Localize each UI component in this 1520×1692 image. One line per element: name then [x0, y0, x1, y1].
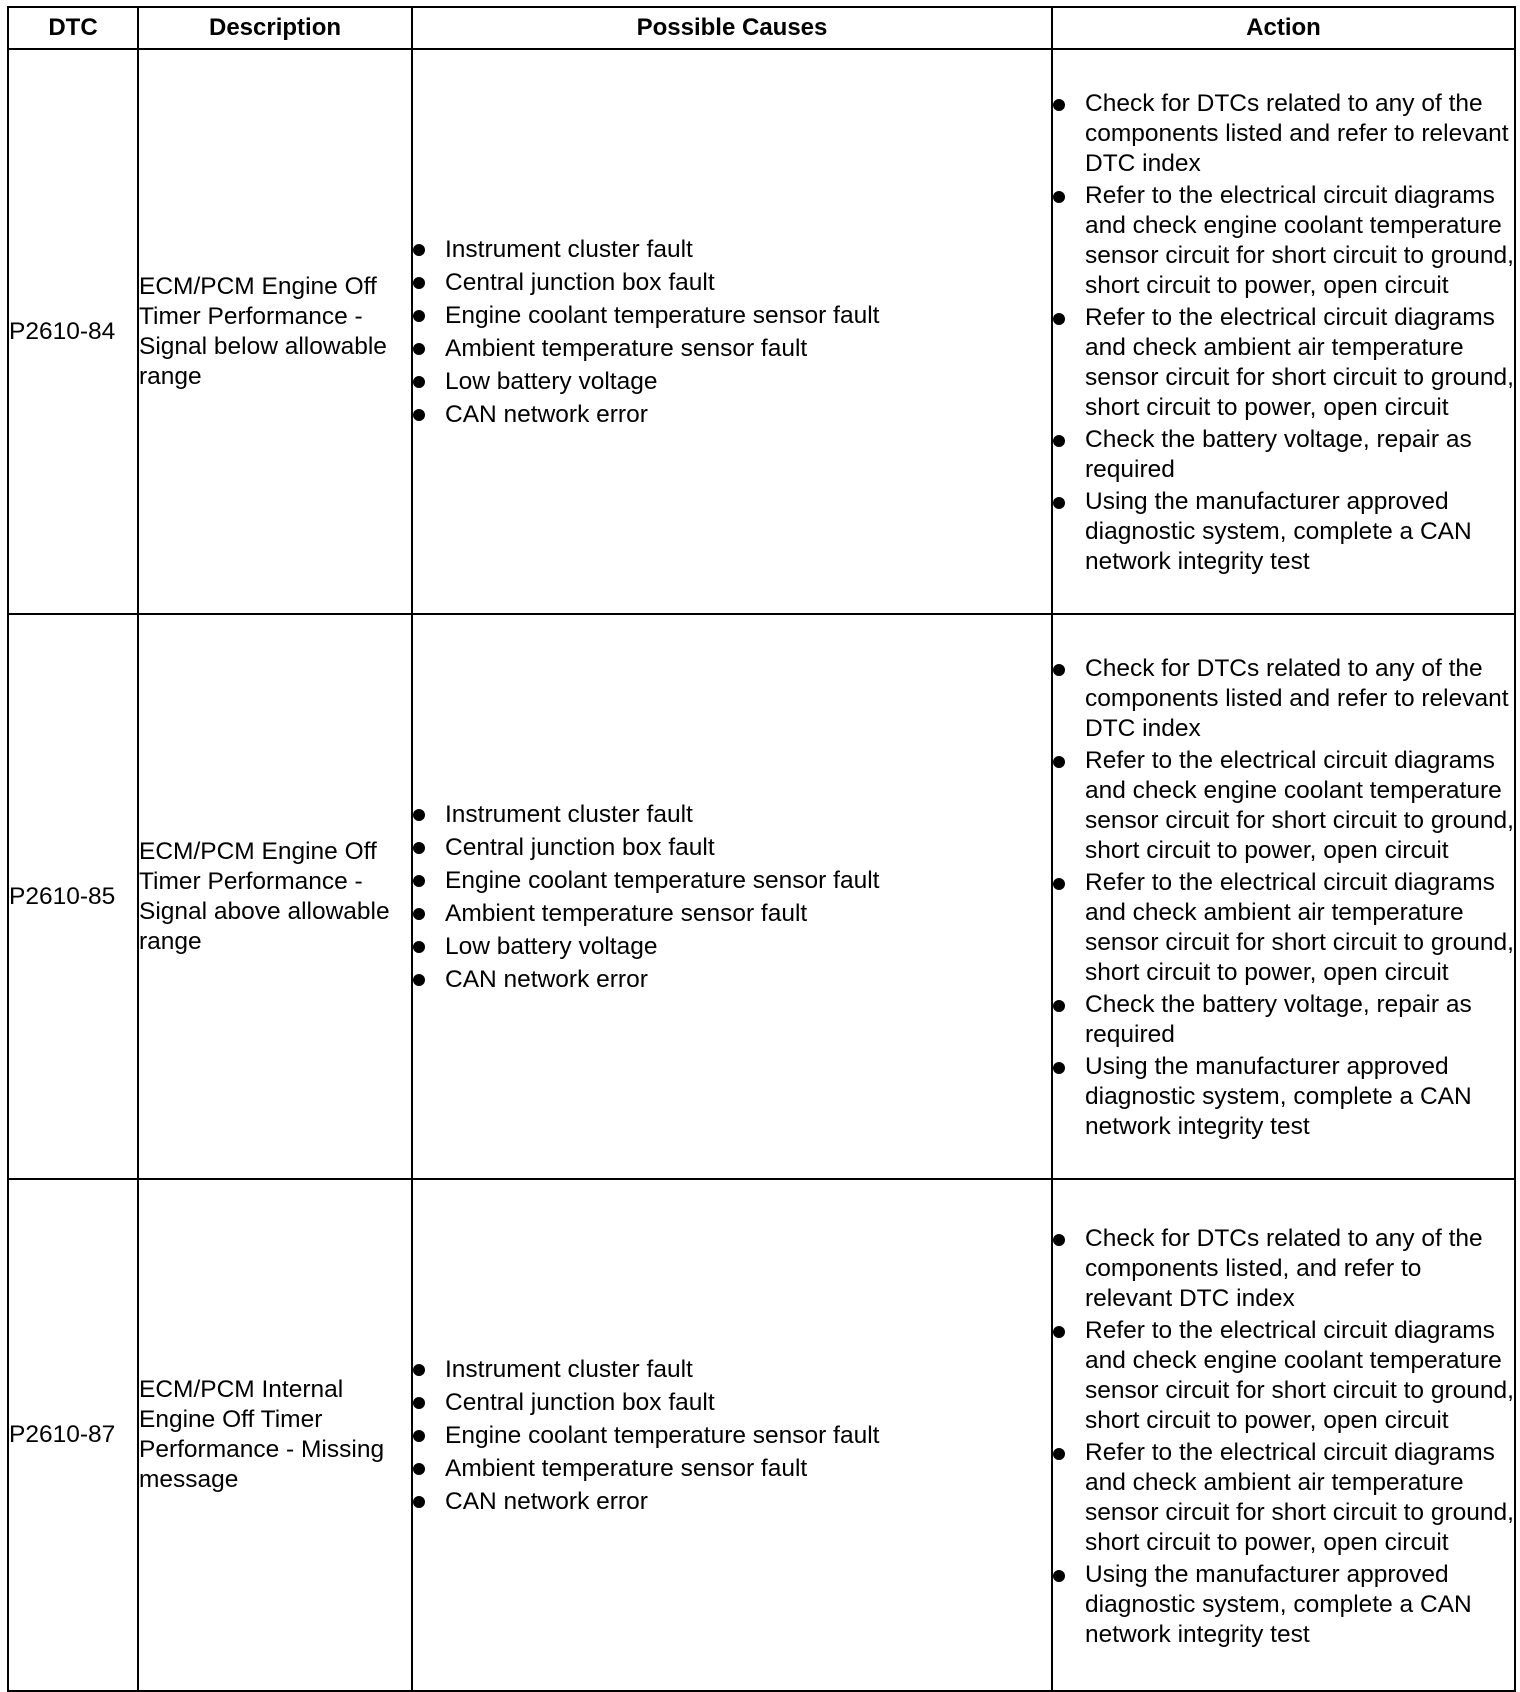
cause-item [413, 930, 1051, 963]
bullet-icon [1053, 497, 1065, 509]
cause-item [413, 398, 1051, 431]
action-list [1053, 84, 1514, 577]
cause-text: Central junction box fault [445, 268, 715, 296]
header-description: Description [138, 7, 412, 49]
cause-text: Low battery voltage [445, 367, 658, 395]
bullet-icon [1053, 191, 1065, 203]
bullet-icon [1053, 99, 1065, 111]
action-text: Using the manufacturer approved diagnostic system, complete a CAN network integrity test [1085, 488, 1472, 575]
bullet-icon [1053, 1448, 1065, 1460]
bullet-icon [1053, 664, 1065, 676]
bullet-icon [413, 842, 425, 854]
cause-item [413, 798, 1051, 831]
bullet-icon [1053, 1326, 1065, 1338]
action-text: Refer to the electrical circuit diagrams and check engine coolant temperature sensor circuit for short circuit to ground, short circuit to power, open circuit [1085, 1316, 1514, 1434]
action-text: Using the manufacturer approved diagnostic system, complete a CAN network integrity test [1085, 1560, 1472, 1648]
action-text: Check for DTCs related to any of the components listed and refer to relevant DTC index [1085, 90, 1509, 177]
action-text: Check for DTCs related to any of the components listed, and refer to relevant DTC index [1085, 1224, 1483, 1312]
cause-item [413, 1353, 1051, 1386]
action-item [1053, 990, 1514, 1050]
table-row [8, 1179, 1515, 1691]
action-cell [1052, 614, 1515, 1179]
cause-text: Ambient temperature sensor fault [445, 1454, 808, 1482]
cause-item [413, 963, 1051, 996]
bullet-icon [413, 941, 425, 953]
bullet-icon [1053, 313, 1065, 325]
cause-item [413, 365, 1051, 398]
bullet-icon [413, 974, 425, 986]
bullet-icon [1053, 756, 1065, 768]
cause-text: Instrument cluster fault [445, 1355, 693, 1383]
action-text: Refer to the electrical circuit diagrams and check engine coolant temperature sensor circuit for short circuit to ground, short circuit to power, open circuit [1085, 747, 1514, 864]
table-row [8, 49, 1515, 614]
action-item [1053, 1224, 1514, 1314]
action-item [1053, 746, 1514, 866]
cause-text: CAN network error [445, 400, 648, 428]
bullet-icon [1053, 1570, 1065, 1582]
cause-text: Ambient temperature sensor fault [445, 334, 808, 362]
bullet-icon [413, 277, 425, 289]
bullet-icon [413, 809, 425, 821]
cause-text: Engine coolant temperature sensor fault [445, 301, 880, 329]
possible-causes-list [413, 798, 1051, 996]
dtc-description: ECM/PCM Internal Engine Off Timer Performance - Missing message [138, 1179, 412, 1691]
possible-causes-cell [412, 1179, 1052, 1691]
possible-causes-list [413, 1353, 1051, 1518]
cause-text: Engine coolant temperature sensor fault [445, 1421, 880, 1449]
action-item [1053, 1316, 1514, 1436]
cause-text: Engine coolant temperature sensor fault [445, 866, 880, 894]
cause-item [413, 332, 1051, 365]
dtc-description: ECM/PCM Engine Off Timer Performance - Signal below allowable range [138, 49, 412, 614]
header-row [8, 7, 1515, 49]
action-item [1053, 303, 1514, 423]
cause-text: CAN network error [445, 1487, 648, 1515]
table-body [8, 49, 1515, 1691]
cause-text: Instrument cluster fault [445, 235, 693, 263]
cause-item [413, 1386, 1051, 1419]
bullet-icon [1053, 1234, 1065, 1246]
bullet-icon [1053, 1062, 1065, 1074]
bullet-icon [413, 409, 425, 421]
cause-item [413, 1419, 1051, 1452]
cause-text: Low battery voltage [445, 932, 658, 960]
bullet-icon [1053, 435, 1065, 447]
cause-item [413, 233, 1051, 266]
action-item [1053, 868, 1514, 988]
dtc-code: P2610-84 [8, 49, 138, 614]
cause-item [413, 299, 1051, 332]
bullet-icon [1053, 878, 1065, 890]
action-text: Using the manufacturer approved diagnostic system, complete a CAN network integrity test [1085, 1053, 1472, 1140]
cause-item [413, 266, 1051, 299]
action-text: Refer to the electrical circuit diagrams and check engine coolant temperature sensor circuit for short circuit to ground, short circuit to power, open circuit [1085, 182, 1514, 299]
bullet-icon [413, 1496, 425, 1508]
bullet-icon [413, 875, 425, 887]
bullet-icon [413, 1430, 425, 1442]
action-item [1053, 425, 1514, 485]
action-list [1053, 649, 1514, 1142]
action-text: Check for DTCs related to any of the components listed and refer to relevant DTC index [1085, 655, 1509, 742]
bullet-icon [413, 310, 425, 322]
dtc-table [7, 6, 1516, 1692]
action-item [1053, 181, 1514, 301]
cause-item [413, 1452, 1051, 1485]
table-row [8, 614, 1515, 1179]
possible-causes-cell [412, 614, 1052, 1179]
action-list [1053, 1219, 1514, 1650]
action-item [1053, 654, 1514, 744]
cause-text: CAN network error [445, 965, 648, 993]
dtc-code: P2610-85 [8, 614, 138, 1179]
action-item [1053, 1560, 1514, 1650]
cause-item [413, 1485, 1051, 1518]
dtc-code: P2610-87 [8, 1179, 138, 1691]
dtc-description: ECM/PCM Engine Off Timer Performance - Signal above allowable range [138, 614, 412, 1179]
cause-item [413, 864, 1051, 897]
action-item [1053, 487, 1514, 577]
action-text: Refer to the electrical circuit diagrams and check ambient air temperature sensor circuit for short circuit to ground, short circuit to power, open circuit [1085, 869, 1514, 986]
action-text: Check the battery voltage, repair as required [1085, 426, 1472, 483]
action-cell [1052, 49, 1515, 614]
bullet-icon [413, 343, 425, 355]
action-cell [1052, 1179, 1515, 1691]
bullet-icon [413, 1463, 425, 1475]
bullet-icon [413, 908, 425, 920]
cause-text: Central junction box fault [445, 833, 715, 861]
possible-causes-list [413, 233, 1051, 431]
action-item [1053, 1438, 1514, 1558]
bullet-icon [413, 376, 425, 388]
header-dtc: DTC [8, 7, 138, 49]
document-page [7, 6, 1514, 1692]
action-item [1053, 1052, 1514, 1142]
cause-item [413, 831, 1051, 864]
bullet-icon [1053, 1000, 1065, 1012]
bullet-icon [413, 1364, 425, 1376]
cause-text: Ambient temperature sensor fault [445, 899, 808, 927]
bullet-icon [413, 244, 425, 256]
action-item [1053, 89, 1514, 179]
bullet-icon [413, 1397, 425, 1409]
possible-causes-cell [412, 49, 1052, 614]
action-text: Refer to the electrical circuit diagrams and check ambient air temperature sensor circuit for short circuit to ground, short circuit to power, open circuit [1085, 304, 1514, 421]
action-text: Refer to the electrical circuit diagrams and check ambient air temperature sensor circuit for short circuit to ground, short circuit to power, open circuit [1085, 1438, 1514, 1556]
header-action: Action [1052, 7, 1515, 49]
cause-text: Central junction box fault [445, 1388, 715, 1416]
cause-item [413, 897, 1051, 930]
action-text: Check the battery voltage, repair as required [1085, 991, 1472, 1048]
header-possible-causes: Possible Causes [412, 7, 1052, 49]
cause-text: Instrument cluster fault [445, 800, 693, 828]
